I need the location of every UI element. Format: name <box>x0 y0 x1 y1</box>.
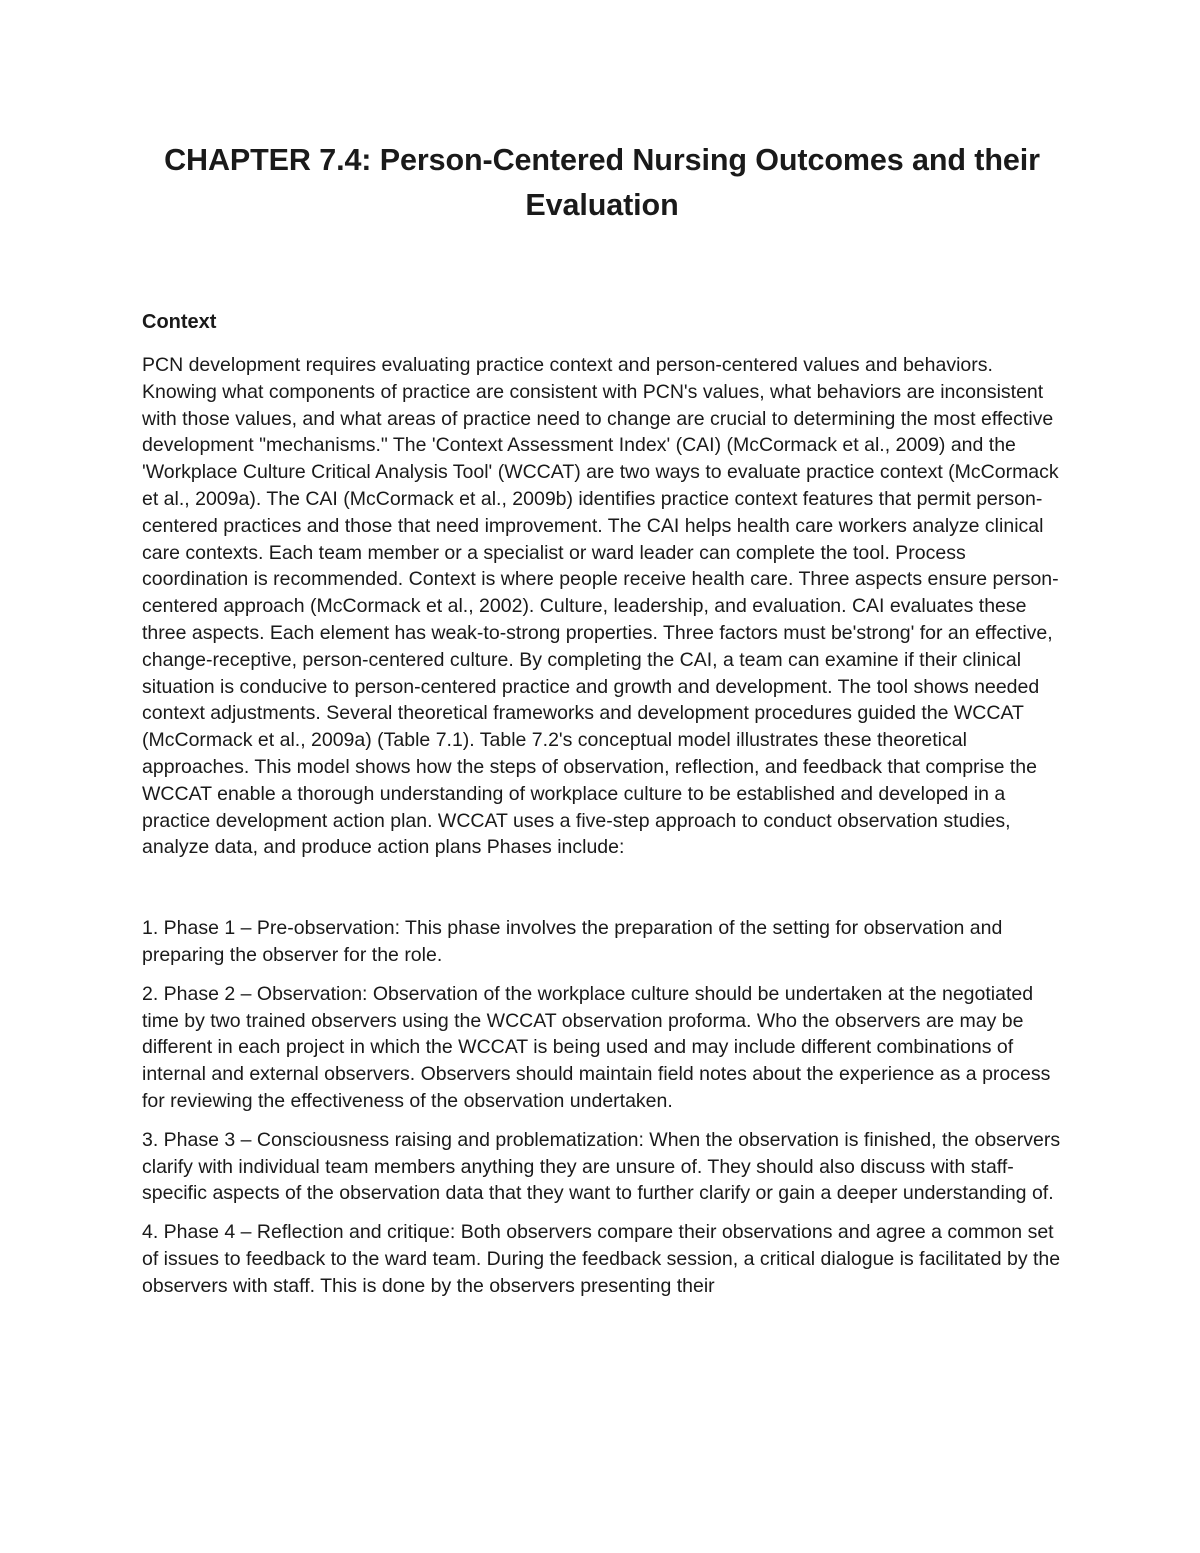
phase-list <box>142 915 1062 1299</box>
phase-item-2: 2. Phase 2 – Observation: Observation of the workplace culture should be undertaken at the negotiated time by two trained observers using the WCCAT observation proforma. Who the observers are may be different in each project in which the WCCAT is being used and may include different combinations of internal and external observers. Observers should maintain field notes about the experience as a process for reviewing the effectiveness of the observation undertaken. <box>142 982 1051 1112</box>
context-paragraph: PCN development requires evaluating practice context and person-centered values and behaviors. Knowing what components of practice are consistent with PCN's values, what behaviors are inconsistent with those values, and what areas of practice need to change are crucial to determining the most effective development "mechanisms." The 'Context Assessment Index' (CAI) (McCormack et al., 2009) and the 'Workplace Culture Critical Analysis Tool' (WCCAT) are two ways to evaluate practice context (McCormack et al., 2009a). The CAI (McCormack et al., 2009b) identifies practice context features that permit person-centered practices and those that need improvement. The CAI helps health care workers analyze clinical care contexts. Each team member or a specialist or ward leader can complete the tool. Process coordination is recommended. Context is where people receive health care. Three aspects ensure person-centered approach (McCormack et al., 2002). Culture, leadership, and evaluation. CAI evaluates these three aspects. Each element has weak-to-strong properties. Three factors must be'strong' for an effective, change-receptive, person-centered culture. By completing the CAI, a team can examine if their clinical situation is conducive to person-centered practice and growth and development. The tool shows needed context adjustments. Several theoretical frameworks and development procedures guided the WCCAT (McCormack et al., 2009a) (Table 7.1). Table 7.2's conceptual model illustrates these theoretical approaches. This model shows how the steps of observation, reflection, and feedback that comprise the WCCAT enable a thorough understanding of workplace culture to be established and developed in a practice development action plan. WCCAT uses a five-step approach to conduct observation studies, analyze data, and produce action plans Phases include: <box>142 354 1059 859</box>
section-heading-context: Context <box>142 311 217 333</box>
phase-item-4: 4. Phase 4 – Reflection and critique: Both observers compare their observations and agree a common set of issues to feedback to the ward team. During the feedback session, a critical dialogue is facilitated by the observers with staff. This is done by the observers presenting their <box>142 1221 1061 1297</box>
document-page <box>142 138 1062 1312</box>
chapter-title: CHAPTER 7.4: Person-Centered Nursing Outcomes and their Evaluation <box>164 143 1040 222</box>
phase-item-3: 3. Phase 3 – Consciousness raising and problematization: When the observation is finished, the observers clarify with individual team members anything they are unsure of. They should also discuss with staff-specific aspects of the observation data that they want to further clarify or gain a deeper understanding of. <box>142 1128 1061 1205</box>
phase-item-1: 1. Phase 1 – Pre-observation: This phase involves the preparation of the setting for observation and preparing the observer for the role. <box>142 917 1003 966</box>
